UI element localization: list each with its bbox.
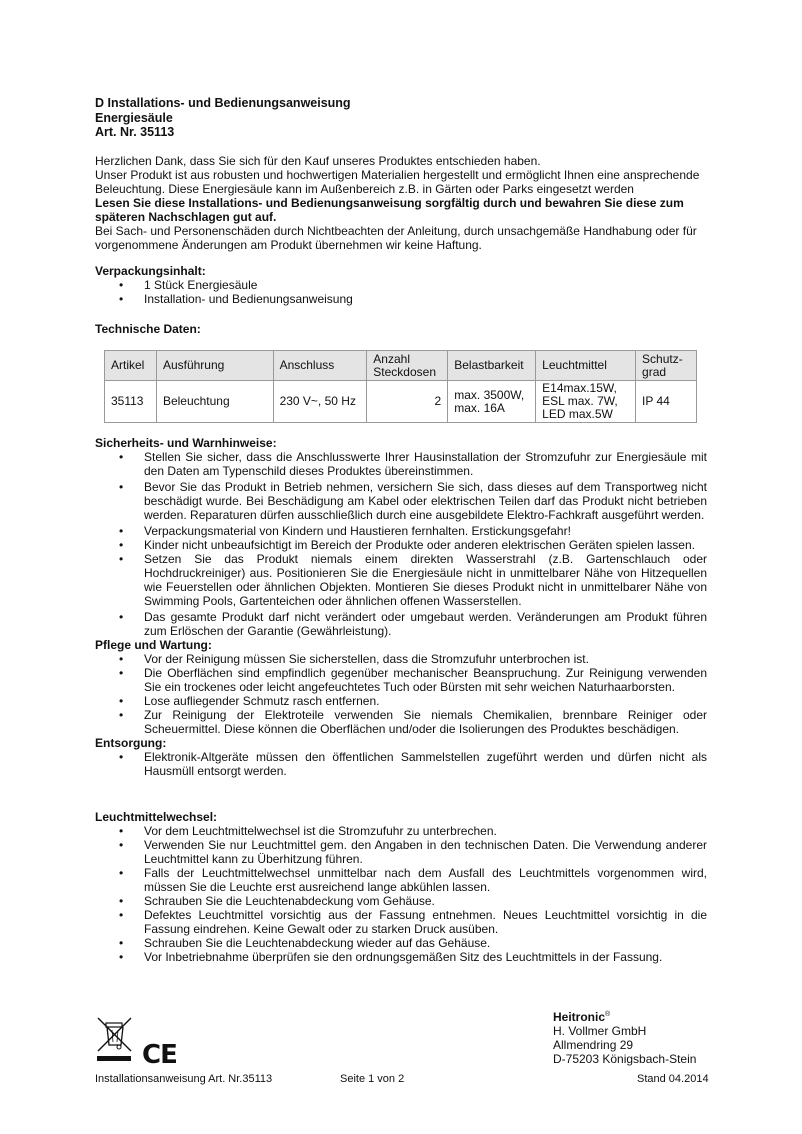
packaging-heading: Verpackungsinhalt: bbox=[95, 264, 206, 278]
cell-ausfuehrung: Beleuchtung bbox=[156, 381, 273, 423]
footer-doc-ref: Installationsanweisung Art. Nr.35113 bbox=[95, 1073, 273, 1085]
disposal-list bbox=[95, 750, 707, 778]
company-address bbox=[553, 1008, 696, 1066]
safety-heading: Sicherheits- und Warnhinweise: bbox=[95, 436, 277, 450]
bullet-icon: • bbox=[119, 936, 124, 950]
bullet-icon: • bbox=[119, 950, 124, 964]
list-item: • Schrauben Sie die Leuchtenabdeckung wieder auf das Gehäuse. bbox=[119, 936, 491, 950]
list-item: • 1 Stück Energiesäule bbox=[119, 278, 258, 292]
list-item: • Die Oberflächen sind empfindlich gegenüber mechanischer Beanspruchung. Zur Reinigung verwenden Sie ein trockenes oder leicht angefeuchtetes Tuch oder Bürsten mit sehr weichen Naturhaarborsten. bbox=[119, 666, 707, 694]
col-header-leuchtmittel: Leuchtmittel bbox=[536, 351, 636, 381]
list-item: • Vor dem Leuchtmittelwechsel ist die Stromzufuhr zu unterbrechen. bbox=[119, 824, 497, 838]
footer-date: Stand 04.2014 bbox=[637, 1073, 709, 1085]
bullet-icon: • bbox=[119, 524, 124, 538]
cell-steckdosen: 2 bbox=[367, 381, 448, 423]
list-item: • Zur Reinigung der Elektroteile verwenden Sie niemals Chemikalien, brennbare Reiniger oder Scheuermittel. Diese können die Oberflächen und/oder die Isolierungen des Produktes beschädigen. bbox=[119, 708, 707, 736]
bullet-icon: • bbox=[119, 538, 124, 552]
list-item: • Vor Inbetriebnahme überprüfen sie den ordnungsgemäßen Sitz des Leuchtmittels in der Fassung. bbox=[119, 950, 663, 964]
bullet-icon: • bbox=[119, 480, 124, 494]
list-item: • Kinder nicht unbeaufsichtigt im Bereich der Produkte oder anderen elektrischen Geräten spielen lassen. bbox=[119, 538, 695, 552]
intro-liability: Bei Sach- und Personenschäden durch Nichtbeachten der Anleitung, durch unsachgemäße Handhabung oder für vorgenommene Änderungen am Produkt übernehmen wir keine Haftung. bbox=[95, 224, 697, 252]
list-item: • Vor der Reinigung müssen Sie sicherstellen, dass die Stromzufuhr unterbrochen ist. bbox=[119, 652, 589, 666]
ce-mark: CE bbox=[142, 1040, 177, 1070]
bullet-icon: • bbox=[119, 694, 124, 708]
care-list bbox=[95, 652, 707, 736]
tech-heading-wrap bbox=[95, 322, 201, 336]
bullet-icon: • bbox=[119, 908, 124, 922]
bullet-icon: • bbox=[119, 652, 124, 666]
company-brand: Heitronic bbox=[553, 1010, 606, 1024]
list-item: • Verwenden Sie nur Leuchtmittel gem. den Angaben in den technischen Daten. Die Verwendung anderer Leuchtmittel kann zu Überhitzung führen. bbox=[119, 838, 707, 866]
footer-page-number: Seite 1 von 2 bbox=[340, 1073, 405, 1085]
intro-read-notice: Lesen Sie diese Installations- und Bedienungsanweisung sorgfältig durch und bewahren Sie diese zum späteren Nachschlagen gut auf. bbox=[95, 196, 684, 224]
cell-leuchtmittel: E14max.15W, ESL max. 7W, LED max.5W bbox=[536, 381, 636, 423]
col-header-ausfuehrung: Ausführung bbox=[156, 351, 273, 381]
col-header-artikel: Artikel bbox=[105, 351, 157, 381]
col-header-schutzgrad: Schutz-grad bbox=[636, 351, 697, 381]
bullet-icon: • bbox=[119, 610, 124, 624]
bulb-list bbox=[95, 824, 707, 964]
doc-title: D Installations- und Bedienungsanweisung bbox=[95, 96, 351, 110]
col-header-anschluss: Anschluss bbox=[273, 351, 367, 381]
company-street: Allmendring 29 bbox=[553, 1038, 634, 1052]
list-item: • Lose aufliegender Schmutz rasch entfernen. bbox=[119, 694, 380, 708]
table-row bbox=[105, 381, 697, 423]
col-header-steckdosen: Anzahl Steckdosen bbox=[367, 351, 448, 381]
bulb-section bbox=[95, 810, 707, 964]
col-header-belastbarkeit: Belastbarkeit bbox=[448, 351, 536, 381]
registered-mark: ® bbox=[605, 1011, 611, 1018]
company-name: H. Vollmer GmbH bbox=[553, 1024, 647, 1038]
bullet-icon: • bbox=[119, 708, 124, 722]
document-header bbox=[95, 96, 351, 140]
weee-bin-icon bbox=[95, 1015, 137, 1068]
list-item: • Elektronik-Altgeräte müssen den öffentlichen Sammelstellen zugeführt werden und dürfen nicht als Hausmüll entsorgt werden. bbox=[119, 750, 707, 778]
list-item: • Falls der Leuchtmittelwechsel unmittelbar nach dem Ausfall des Leuchtmittels vorgenommen wird, müssen Sie die Leuchte erst ausreichend lange abkühlen lassen. bbox=[119, 866, 707, 894]
bullet-icon: • bbox=[119, 292, 124, 306]
product-name: Energiesäule bbox=[95, 110, 173, 125]
bullet-icon: • bbox=[119, 866, 124, 880]
table-header-row bbox=[105, 351, 697, 381]
list-item: • Defektes Leuchtmittel vorsichtig aus der Fassung entnehmen. Neues Leuchtmittel vorsichtig in die Fassung eindrehen. Keine Gewalt oder zu starken Druck ausüben. bbox=[119, 908, 707, 936]
list-item: • Verpackungsmaterial von Kindern und Haustieren fernhalten. Erstickungsgefahr! bbox=[119, 524, 571, 538]
bullet-icon: • bbox=[119, 894, 124, 908]
list-item: • Bevor Sie das Produkt in Betrieb nehmen, versichern Sie sich, dass dieses auf dem Transportweg nicht beschädigt wurde. Bei Beschädigung am Kabel oder elektrischen Teilen darf das Produkt nicht betrieben werden. Reparaturen dürfen ausschließlich durch eine ausgebildete Elektro-Fachkraft ausgeführt werden. bbox=[119, 480, 707, 522]
list-item: • Stellen Sie sicher, dass die Anschlusswerte Ihrer Hausinstallation der Stromzufuhr zur Energiesäule mit den Daten am Typenschild dieses Produktes übereinstimmen. bbox=[119, 450, 707, 478]
safety-list bbox=[95, 450, 707, 638]
list-item: • Das gesamte Produkt darf nicht verändert oder umgebaut werden. Veränderungen am Produkt führen zum Erlöschen der Garantie (Gewährleistung). bbox=[119, 610, 707, 638]
cell-artikel: 35113 bbox=[105, 381, 157, 423]
bulb-heading: Leuchtmittelwechsel: bbox=[95, 810, 218, 824]
intro-thanks: Herzlichen Dank, dass Sie sich für den Kauf unseres Produktes entschieden haben. bbox=[95, 154, 541, 168]
intro-section bbox=[95, 154, 707, 252]
bullet-icon: • bbox=[119, 750, 124, 764]
bullet-icon: • bbox=[119, 824, 124, 838]
packaging-list bbox=[95, 278, 707, 306]
list-item: • Installation- und Bedienungsanweisung bbox=[119, 292, 353, 306]
disposal-heading: Entsorgung: bbox=[95, 736, 167, 750]
care-heading: Pflege und Wartung: bbox=[95, 638, 212, 652]
bullet-icon: • bbox=[119, 552, 124, 566]
bullet-icon: • bbox=[119, 450, 124, 464]
tech-heading: Technische Daten: bbox=[95, 322, 201, 336]
tech-data-table bbox=[104, 350, 697, 423]
bullet-icon: • bbox=[119, 278, 124, 292]
bullet-icon: • bbox=[119, 666, 124, 680]
intro-product: Unser Produkt ist aus robusten und hochwertigen Materialien hergestellt und ermöglicht Ihnen eine ansprechende Beleuchtung. Diese Energiesäule kann im Außenbereich z.B. in Gärten oder Parks eingesetzt werden bbox=[95, 168, 700, 196]
packaging-section bbox=[95, 264, 707, 306]
list-item: • Setzen Sie das Produkt niemals einem direkten Wasserstrahl (z.B. Gartenschlauch oder Hochdruckreiniger) aus. Positionieren Sie die Energiesäule nicht in unmittelbarer Nähe von Hitzequellen wie Feuerstellen oder ähnlichen Objekten. Montieren Sie dieses Produkt nicht in unmittelbarer Nähe von Swimming Pools, Gartenteichen oder ähnlichen offenen Wasserstellen. bbox=[119, 552, 707, 608]
cell-anschluss: 230 V~, 50 Hz bbox=[273, 381, 367, 423]
list-item: • Schrauben Sie die Leuchtenabdeckung vom Gehäuse. bbox=[119, 894, 435, 908]
bullet-icon: • bbox=[119, 838, 124, 852]
cell-belastbarkeit: max. 3500W, max. 16A bbox=[448, 381, 536, 423]
article-number: Art. Nr. 35113 bbox=[95, 125, 175, 139]
safety-section bbox=[95, 436, 707, 778]
company-city: D-75203 Königsbach-Stein bbox=[553, 1052, 697, 1066]
cell-schutzgrad: IP 44 bbox=[636, 381, 697, 423]
